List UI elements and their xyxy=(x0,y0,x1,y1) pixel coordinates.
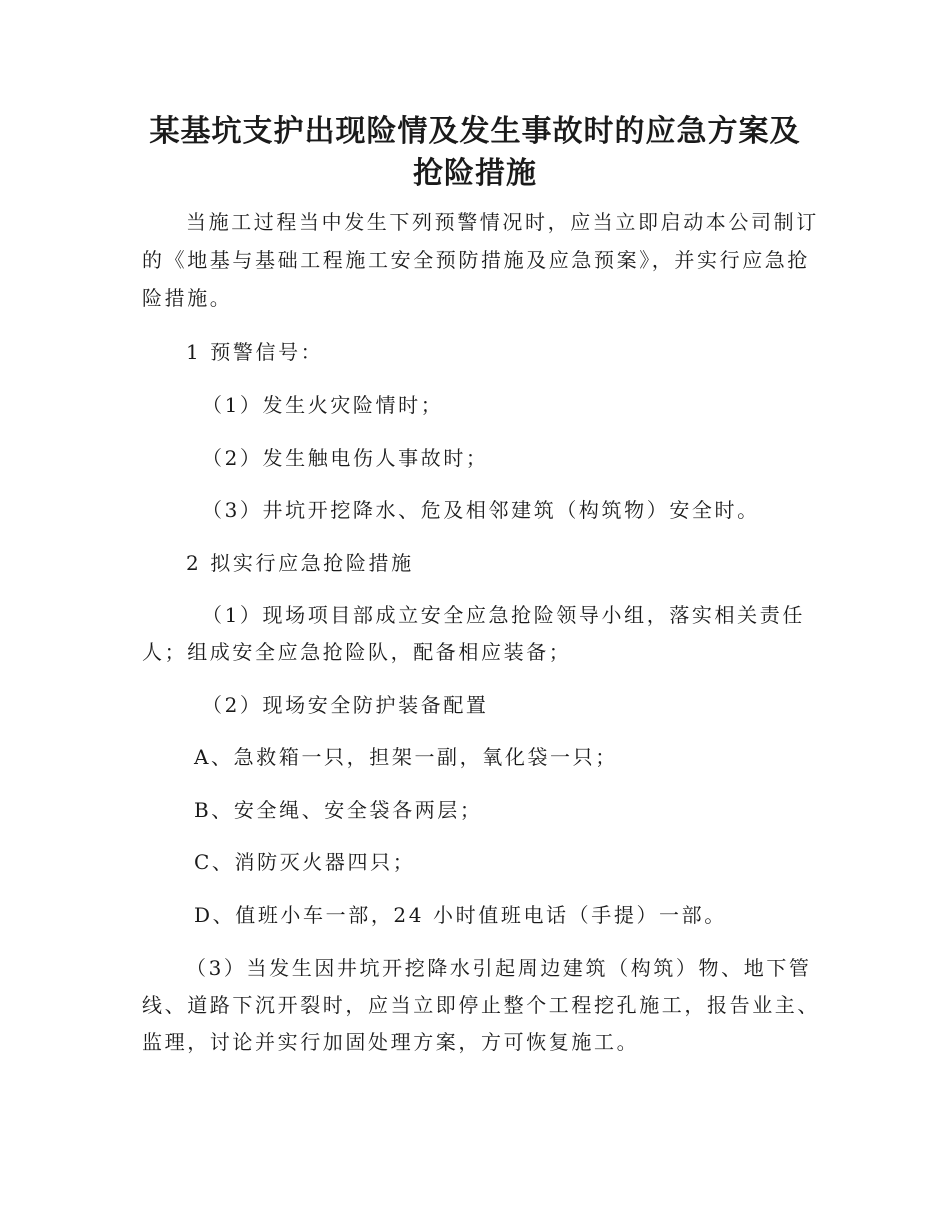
warning-item-3: （3）井坑开挖降水、危及相邻建筑（构筑物）安全时。 xyxy=(202,498,760,522)
equipment-item-d: D、值班小车一部，24 小时值班电话（手提）一部。 xyxy=(194,903,727,927)
equipment-item-b: B、安全绳、安全袋各两层； xyxy=(194,798,483,822)
measure-1-line-2: 人；组成安全应急抢险队，配备相应装备； xyxy=(142,640,572,664)
equipment-item-c: C、消防灭火器四只； xyxy=(194,850,416,874)
section-2-heading: 2 拟实行应急抢险措施 xyxy=(186,551,414,575)
intro-line-3: 险措施。 xyxy=(142,286,233,310)
measure-2: （2）现场安全防护装备配置 xyxy=(202,693,489,717)
intro-line-2: 的《地基与基础工程施工安全预防措施及应急预案》，并实行应急抢 xyxy=(142,248,810,272)
document-title-line-1: 某基坑支护出现险情及发生事故时的应急方案及 xyxy=(149,114,801,149)
measure-3-line-1: （3）当发生因井坑开挖降水引起周边建筑（构筑）物、地下管 xyxy=(186,956,812,980)
measure-3-line-3: 监理，讨论并实行加固处理方案，方可恢复施工。 xyxy=(142,1030,640,1054)
measure-3-line-2: 线、道路下沉开裂时，应当立即停止整个工程挖孔施工，报告业主、 xyxy=(142,993,820,1017)
warning-item-1: （1）发生火灾险情时； xyxy=(202,393,444,417)
section-1-heading: 1 预警信号： xyxy=(186,340,324,364)
warning-item-2: （2）发生触电伤人事故时； xyxy=(202,446,489,470)
measure-1-line-1: （1）现场项目部成立安全应急抢险领导小组，落实相关责任 xyxy=(202,603,805,627)
equipment-item-a: A、急救箱一只，担架一副，氧化袋一只； xyxy=(194,745,618,769)
intro-line-1: 当施工过程当中发生下列预警情况时，应当立即启动本公司制订 xyxy=(186,210,819,234)
document-title-line-2: 抢险措施 xyxy=(413,156,537,191)
